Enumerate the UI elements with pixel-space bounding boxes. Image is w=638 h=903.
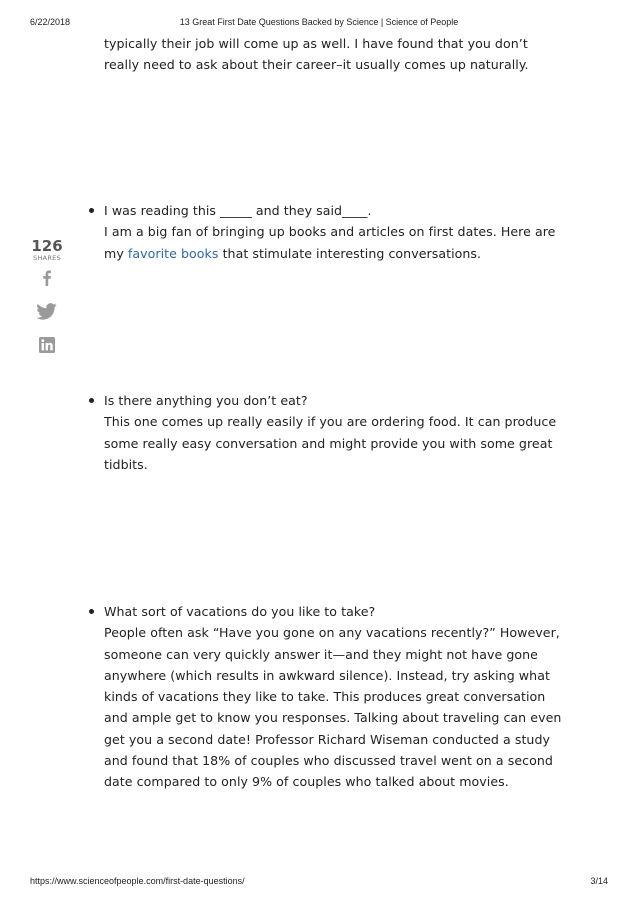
linkedin-icon[interactable] — [39, 337, 55, 353]
list-bullet — [89, 398, 94, 403]
list-bullet — [89, 609, 94, 614]
text-line — [104, 243, 554, 264]
twitter-icon[interactable] — [36, 303, 57, 320]
text-line: and found that 18% of couples who discussed travel went on a second — [104, 753, 553, 769]
text-line: I am a big fan of bringing up books and articles on first dates. Here are — [104, 224, 556, 240]
text-line: This one comes up really easily if you are ordering food. It can produce — [104, 414, 557, 430]
text-segment: my — [104, 245, 128, 261]
text-line: anywhere (which results in awkward silence). Instead, try asking what — [104, 667, 550, 683]
text-line: tidbits. — [104, 456, 148, 472]
print-page-number: 3/14 — [590, 876, 608, 886]
share-count: 126 — [31, 237, 63, 255]
text-line: some really easy conversation and might provide you with some great — [104, 435, 553, 451]
text-line: kinds of vacations they like to take. This produces great conversation — [104, 689, 546, 705]
question-text: Is there anything you don’t eat? — [104, 393, 308, 408]
text-segment: that stimulate interesting conversations. — [218, 245, 482, 261]
text-line: typically their job will come up as well. I have found that you don’t — [104, 36, 528, 51]
list-item — [104, 601, 562, 793]
text-line: get you a second date! Professor Richard Wiseman conducted a study — [104, 731, 551, 747]
list-bullet — [89, 208, 94, 213]
print-footer — [0, 876, 638, 888]
list-item — [104, 200, 554, 264]
list-item — [104, 390, 557, 475]
share-label: SHARES — [32, 254, 61, 262]
text-line: really need to ask about their career–it usually comes up naturally. — [104, 57, 529, 73]
text-line: someone can very quickly answer it—and they might not have gone — [104, 646, 538, 662]
text-line: and ample get to know you responses. Talking about traveling can even — [104, 710, 562, 726]
favorite-books-link[interactable]: favorite books — [127, 245, 219, 261]
print-header — [0, 17, 638, 29]
intro-paragraph — [104, 33, 554, 76]
print-url: https://www.scienceofpeople.com/first-date-questions/ — [30, 876, 245, 886]
question-text: I was reading this _____ and they said____. — [104, 203, 372, 218]
question-text: What sort of vacations do you like to take? — [104, 604, 376, 619]
print-page-title: 13 Great First Date Questions Backed by Science | Science of People — [179, 17, 459, 27]
text-line: People often ask “Have you gone on any vacations recently?” However, — [104, 625, 560, 641]
text-line: date compared to only 9% of couples who talked about movies. — [104, 774, 509, 790]
facebook-icon[interactable] — [39, 270, 55, 286]
print-date: 6/22/2018 — [30, 17, 71, 27]
